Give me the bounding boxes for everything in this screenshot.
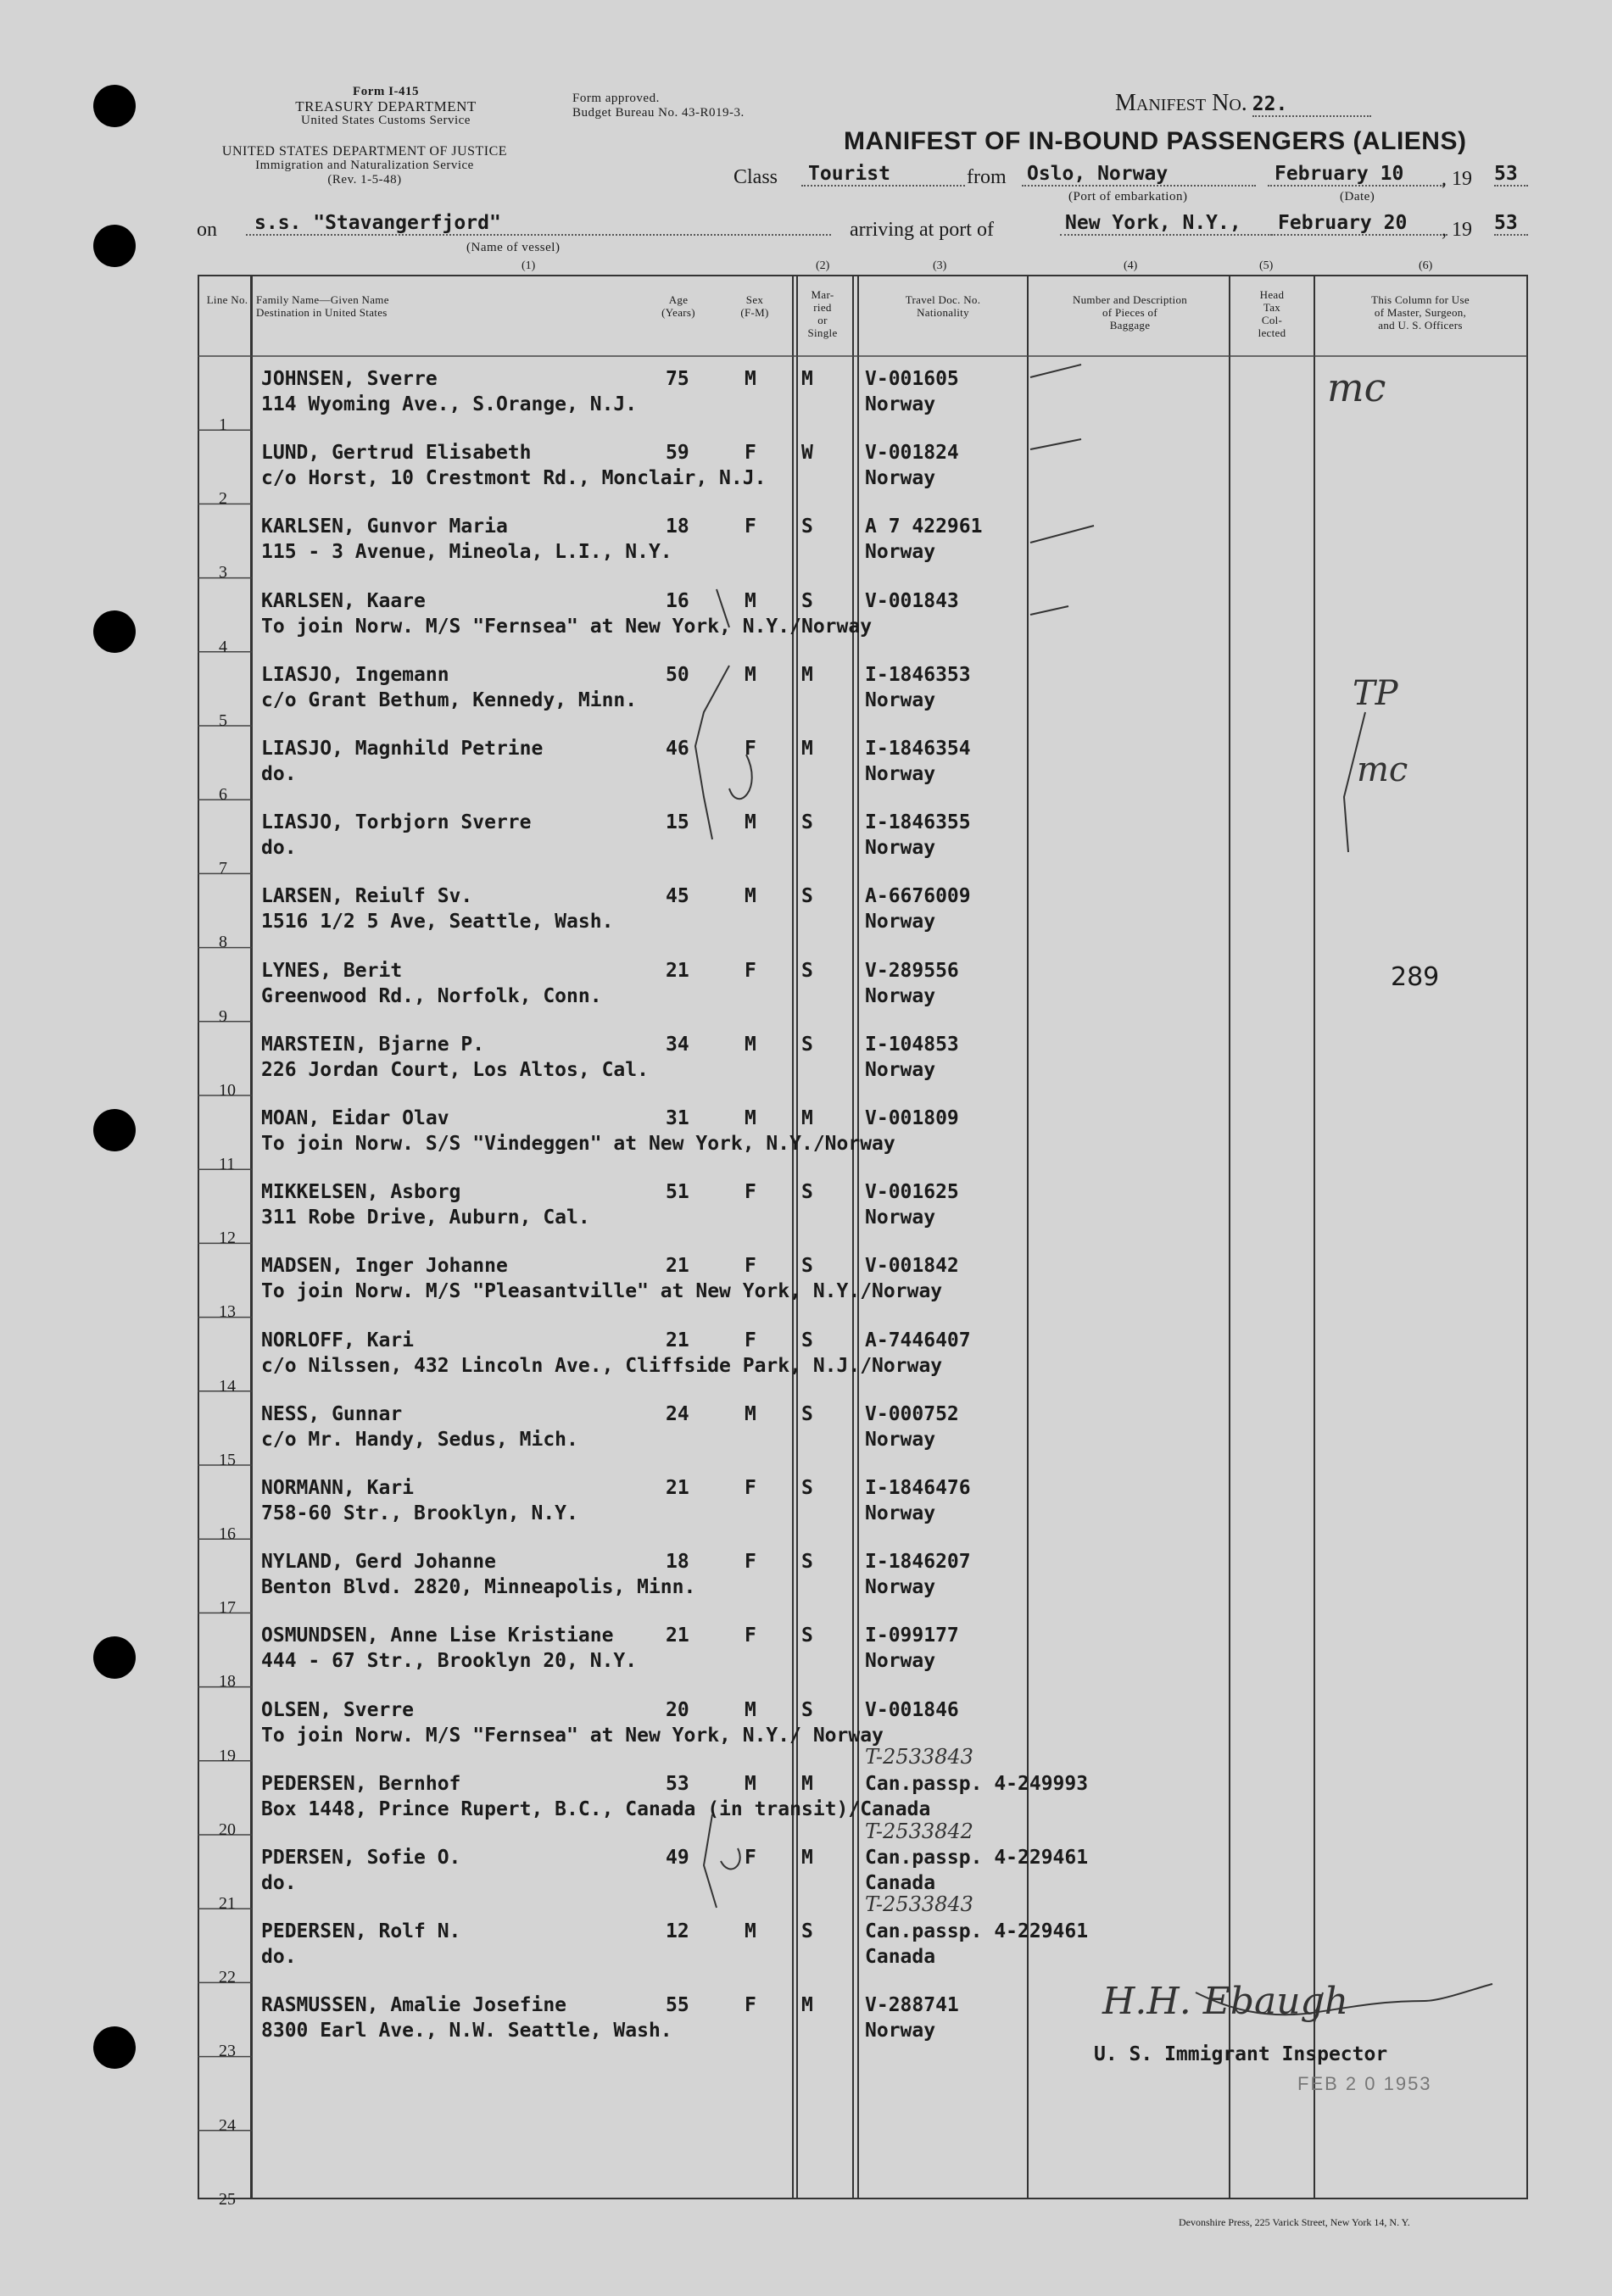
row-line-number: 21 bbox=[219, 1894, 236, 1913]
passenger-destination: c/o Horst, 10 Crestmont Rd., Monclair, N.J. bbox=[261, 467, 767, 490]
passenger-marital-status: M bbox=[801, 738, 813, 760]
passenger-age: 75 bbox=[666, 368, 689, 390]
col-number-2: (2) bbox=[816, 259, 830, 272]
passenger-destination: To join Norw. S/S "Vindeggen" at New York, N.Y./Norway bbox=[261, 1133, 895, 1155]
customs-service: United States Customs Service bbox=[301, 114, 471, 127]
passenger-age: 15 bbox=[666, 811, 689, 834]
passenger-marital-status: M bbox=[801, 368, 813, 390]
passenger-travel-doc: V-288741 bbox=[865, 1994, 959, 2017]
passenger-name: NORLOFF, Kari bbox=[261, 1329, 415, 1351]
manifest-no-label: Manifest No. bbox=[1115, 90, 1247, 116]
row-line-number: 10 bbox=[219, 1080, 236, 1100]
passenger-destination: Greenwood Rd., Norfolk, Conn. bbox=[261, 984, 602, 1007]
passenger-marital-status: S bbox=[801, 1551, 813, 1574]
row-line-number: 14 bbox=[219, 1376, 236, 1396]
col-header-married-text: Mar- ried or Single bbox=[807, 288, 838, 339]
passenger-marital-status: S bbox=[801, 1624, 813, 1647]
passenger-destination: do. bbox=[261, 1872, 297, 1894]
row-line-number: 17 bbox=[219, 1598, 236, 1618]
passenger-travel-doc: I-1846207 bbox=[865, 1551, 971, 1574]
inspector-label: U. S. Immigrant Inspector bbox=[1094, 2043, 1388, 2065]
passenger-travel-doc: V-000752 bbox=[865, 1402, 959, 1425]
row-line-number: 3 bbox=[219, 563, 227, 582]
row-line-number: 25 bbox=[219, 2189, 236, 2209]
col-header-officers-text: This Column for Use of Master, Surgeon, and U. S. Officers bbox=[1371, 293, 1470, 332]
passenger-marital-status: S bbox=[801, 1402, 813, 1425]
passenger-name: NESS, Gunnar bbox=[261, 1402, 403, 1425]
passenger-age: 53 bbox=[666, 1772, 689, 1795]
passenger-sex: F bbox=[745, 1255, 756, 1278]
budget-bureau: Budget Bureau No. 43-R019-3. bbox=[572, 106, 745, 120]
passenger-marital-status: S bbox=[801, 1033, 813, 1056]
passenger-age: 45 bbox=[666, 885, 689, 908]
arriving-label: arriving at port of bbox=[850, 219, 994, 241]
passenger-name: LIASJO, Ingemann bbox=[261, 663, 449, 686]
passenger-sex: M bbox=[745, 1107, 756, 1129]
col-header-head-tax-text: Head Tax Col- lected bbox=[1258, 288, 1286, 339]
passenger-nationality: Norway bbox=[865, 1058, 936, 1081]
passenger-name: PEDERSEN, Bernhof bbox=[261, 1772, 461, 1795]
col-header-sex-text: Sex (F-M) bbox=[740, 293, 769, 319]
passenger-sex: F bbox=[745, 1551, 756, 1574]
col-number-1: (1) bbox=[522, 259, 536, 272]
row-line-number: 22 bbox=[219, 1968, 236, 1987]
from-port: Oslo, Norway bbox=[1022, 163, 1256, 187]
passenger-travel-doc: A-7446407 bbox=[865, 1329, 971, 1351]
passenger-nationality: Norway bbox=[865, 541, 936, 564]
passenger-marital-status: M bbox=[801, 1772, 813, 1795]
col-header-age-text: Age (Years) bbox=[661, 293, 695, 319]
passenger-age: 55 bbox=[666, 1994, 689, 2017]
from-label: from bbox=[967, 166, 1007, 188]
row-line-number: 5 bbox=[219, 711, 227, 730]
port-caption: (Port of embarkation) bbox=[1068, 190, 1188, 203]
col-number-3: (3) bbox=[933, 259, 947, 272]
passenger-destination: 1516 1/2 5 Ave, Seattle, Wash. bbox=[261, 911, 614, 933]
arrival-port: New York, N.Y., bbox=[1060, 212, 1273, 236]
row-line-number: 23 bbox=[219, 2042, 236, 2061]
passenger-nationality: Norway bbox=[865, 1428, 936, 1451]
class-value: Tourist bbox=[801, 163, 965, 187]
passenger-sex: M bbox=[745, 1402, 756, 1425]
col-number-5: (5) bbox=[1259, 259, 1274, 272]
passenger-travel-doc: V-001846 bbox=[865, 1698, 959, 1721]
vessel-name: s.s. "Stavangerfjord" bbox=[246, 212, 831, 236]
row-line-number: 24 bbox=[219, 2115, 236, 2135]
inspector-signature: H.H. Ebaugh bbox=[1102, 1980, 1349, 2023]
passenger-destination: 311 Robe Drive, Auburn, Cal. bbox=[261, 1207, 590, 1229]
from-year-prefix: , 19 bbox=[1442, 168, 1472, 190]
arrival-year-prefix: , 19 bbox=[1442, 219, 1472, 241]
passenger-nationality: Norway bbox=[865, 837, 936, 860]
passenger-nationality: Norway bbox=[865, 467, 936, 490]
passenger-marital-status: S bbox=[801, 589, 813, 612]
passenger-travel-doc: A-6676009 bbox=[865, 885, 971, 908]
annotation-t-3: T-2533843 bbox=[865, 1892, 973, 1916]
passenger-marital-status: S bbox=[801, 1920, 813, 1943]
passenger-travel-doc: V-001625 bbox=[865, 1181, 959, 1204]
ins-service: Immigration and Naturalization Service bbox=[255, 159, 474, 172]
passenger-destination: c/o Grant Bethum, Kennedy, Minn. bbox=[261, 688, 638, 711]
passenger-travel-doc: I-1846355 bbox=[865, 811, 971, 834]
arrival-date-stamp: FEB 2 0 1953 bbox=[1297, 2073, 1432, 2094]
passenger-nationality: Norway bbox=[865, 984, 936, 1007]
on-label: on bbox=[197, 219, 217, 241]
passenger-name: RASMUSSEN, Amalie Josefine bbox=[261, 1994, 567, 2017]
passenger-destination: 8300 Earl Ave., N.W. Seattle, Wash. bbox=[261, 2020, 672, 2042]
passenger-nationality: Norway bbox=[865, 688, 936, 711]
row-line-number: 16 bbox=[219, 1524, 236, 1543]
passenger-travel-doc: V-001843 bbox=[865, 589, 959, 612]
passenger-destination: do. bbox=[261, 837, 297, 860]
passenger-nationality: Canada bbox=[865, 1946, 936, 1969]
passenger-marital-status: M bbox=[801, 1847, 813, 1869]
passenger-sex: F bbox=[745, 515, 756, 538]
passenger-nationality: Canada bbox=[865, 1872, 936, 1894]
row-line-number: 8 bbox=[219, 933, 227, 952]
passenger-destination: 114 Wyoming Ave., S.Orange, N.J. bbox=[261, 393, 638, 415]
passenger-destination: do. bbox=[261, 763, 297, 785]
passenger-age: 31 bbox=[666, 1107, 689, 1129]
printer-imprint: Devonshire Press, 225 Varick Street, New York 14, N. Y. bbox=[1179, 2216, 1410, 2228]
passenger-nationality: Norway bbox=[865, 1207, 936, 1229]
passenger-sex: M bbox=[745, 811, 756, 834]
passenger-marital-status: S bbox=[801, 959, 813, 982]
passenger-name: OLSEN, Sverre bbox=[261, 1698, 415, 1721]
date-caption: (Date) bbox=[1340, 190, 1375, 203]
passenger-travel-doc: V-001824 bbox=[865, 442, 959, 465]
passenger-sex: F bbox=[745, 1847, 756, 1869]
passenger-name: LYNES, Berit bbox=[261, 959, 403, 982]
passenger-sex: F bbox=[745, 1477, 756, 1499]
form-approved: Form approved. bbox=[572, 92, 660, 105]
passenger-age: 20 bbox=[666, 1698, 689, 1721]
passenger-sex: F bbox=[745, 1181, 756, 1204]
passenger-name: MOAN, Eidar Olav bbox=[261, 1107, 449, 1129]
col-header-travel-doc-text: Travel Doc. No. Nationality bbox=[905, 293, 981, 319]
annotation-289: 289 bbox=[1391, 962, 1440, 992]
passenger-marital-status: M bbox=[801, 663, 813, 686]
from-date: February 10 bbox=[1268, 163, 1444, 187]
passenger-name: MARSTEIN, Bjarne P. bbox=[261, 1033, 485, 1056]
annotation-t-2: T-2533842 bbox=[865, 1820, 973, 1843]
passenger-name: NYLAND, Gerd Johanne bbox=[261, 1551, 496, 1574]
passenger-destination: 115 - 3 Avenue, Mineola, L.I., N.Y. bbox=[261, 541, 672, 564]
passenger-travel-doc: I-099177 bbox=[865, 1624, 959, 1647]
row-line-number: 13 bbox=[219, 1302, 236, 1322]
row-line-number: 12 bbox=[219, 1229, 236, 1248]
passenger-age: 16 bbox=[666, 589, 689, 612]
row-line-number: 4 bbox=[219, 637, 227, 656]
passenger-nationality: Norway bbox=[865, 763, 936, 785]
col-header-baggage-text: Number and Description of Pieces of Baggage bbox=[1072, 293, 1188, 332]
passenger-name: KARLSEN, Kaare bbox=[261, 589, 426, 612]
passenger-age: 24 bbox=[666, 1402, 689, 1425]
passenger-age: 12 bbox=[666, 1920, 689, 1943]
passenger-sex: M bbox=[745, 1772, 756, 1795]
passenger-destination: c/o Mr. Handy, Sedus, Mich. bbox=[261, 1428, 578, 1451]
passenger-age: 21 bbox=[666, 1255, 689, 1278]
passenger-travel-doc: V-289556 bbox=[865, 959, 959, 982]
passenger-sex: M bbox=[745, 1698, 756, 1721]
col-number-4: (4) bbox=[1124, 259, 1138, 272]
passenger-name: LIASJO, Torbjorn Sverre bbox=[261, 811, 532, 834]
vessel-caption: (Name of vessel) bbox=[466, 241, 561, 254]
passenger-marital-status: S bbox=[801, 515, 813, 538]
justice-dept: UNITED STATES DEPARTMENT OF JUSTICE bbox=[221, 144, 508, 159]
passenger-sex: M bbox=[745, 368, 756, 390]
passenger-travel-doc: I-1846354 bbox=[865, 738, 971, 760]
form-number: Form I-415 bbox=[353, 85, 419, 98]
passenger-name: LIASJO, Magnhild Petrine bbox=[261, 738, 544, 760]
passenger-marital-status: S bbox=[801, 1329, 813, 1351]
passenger-destination: 444 - 67 Str., Brooklyn 20, N.Y. bbox=[261, 1650, 638, 1673]
row-line-number: 11 bbox=[219, 1155, 236, 1173]
passenger-destination: To join Norw. M/S "Fernsea" at New York, N.Y./ Norway bbox=[261, 1724, 884, 1747]
row-line-number: 15 bbox=[219, 1450, 236, 1469]
passenger-travel-doc: V-001809 bbox=[865, 1107, 959, 1129]
row-line-number: 18 bbox=[219, 1672, 236, 1691]
row-line-number: 2 bbox=[219, 489, 227, 509]
manifest-title: MANIFEST OF IN-BOUND PASSENGERS (ALIENS) bbox=[844, 127, 1467, 155]
class-label: Class bbox=[733, 166, 778, 188]
passenger-nationality: Norway bbox=[865, 911, 936, 933]
passenger-marital-status: S bbox=[801, 811, 813, 834]
passenger-nationality: Norway bbox=[865, 1576, 936, 1599]
row-line-number: 7 bbox=[219, 859, 227, 878]
passenger-marital-status: M bbox=[801, 1107, 813, 1129]
passenger-sex: F bbox=[745, 442, 756, 465]
passenger-name: MIKKELSEN, Asborg bbox=[261, 1181, 461, 1204]
passenger-nationality: Norway bbox=[865, 1502, 936, 1524]
arrival-year: 53 bbox=[1494, 212, 1528, 236]
passenger-name: LUND, Gertrud Elisabeth bbox=[261, 442, 532, 465]
passenger-sex: F bbox=[745, 1624, 756, 1647]
passenger-travel-doc: Can.passp. 4-249993 bbox=[865, 1772, 1089, 1795]
passenger-destination: To join Norw. M/S "Pleasantville" at New York, N.Y./Norway bbox=[261, 1280, 943, 1303]
passenger-destination: Benton Blvd. 2820, Minneapolis, Minn. bbox=[261, 1576, 696, 1599]
passenger-destination: c/o Nilssen, 432 Lincoln Ave., Cliffside Park, N.J./Norway bbox=[261, 1354, 943, 1377]
passenger-travel-doc: V-001605 bbox=[865, 368, 959, 390]
passenger-name: NORMANN, Kari bbox=[261, 1477, 415, 1499]
passenger-name: MADSEN, Inger Johanne bbox=[261, 1255, 508, 1278]
row-line-number: 20 bbox=[219, 1820, 236, 1839]
passenger-marital-status: S bbox=[801, 1698, 813, 1721]
passenger-sex: M bbox=[745, 589, 756, 612]
passenger-travel-doc: Can.passp. 4-229461 bbox=[865, 1920, 1089, 1943]
annotation-tp: TP bbox=[1353, 674, 1398, 713]
passenger-sex: F bbox=[745, 959, 756, 982]
passenger-travel-doc: Can.passp. 4-229461 bbox=[865, 1847, 1089, 1869]
passenger-name: PDERSEN, Sofie O. bbox=[261, 1847, 461, 1869]
passenger-sex: M bbox=[745, 885, 756, 908]
passenger-marital-status: S bbox=[801, 885, 813, 908]
passenger-name: LARSEN, Reiulf Sv. bbox=[261, 885, 473, 908]
passenger-age: 51 bbox=[666, 1181, 689, 1204]
passenger-age: 21 bbox=[666, 1477, 689, 1499]
passenger-destination: To join Norw. M/S "Fernsea" at New York, N.Y./Norway bbox=[261, 615, 873, 638]
passenger-destination: do. bbox=[261, 1946, 297, 1969]
col-header-line-text: Line No. bbox=[206, 293, 248, 306]
arrival-date: February 20 bbox=[1268, 212, 1447, 236]
passenger-age: 21 bbox=[666, 1624, 689, 1647]
passenger-marital-status: M bbox=[801, 1994, 813, 2017]
passenger-nationality: Norway bbox=[865, 1650, 936, 1673]
passenger-travel-doc: A 7 422961 bbox=[865, 515, 983, 538]
passenger-travel-doc: I-1846476 bbox=[865, 1477, 971, 1499]
treasury-dept: TREASURY DEPARTMENT bbox=[295, 98, 477, 114]
passenger-travel-doc: I-1846353 bbox=[865, 663, 971, 686]
row-line-number: 1 bbox=[219, 415, 227, 434]
passenger-name: PEDERSEN, Rolf N. bbox=[261, 1920, 461, 1943]
passenger-age: 59 bbox=[666, 442, 689, 465]
row-line-number: 6 bbox=[219, 785, 227, 804]
passenger-destination: 226 Jordan Court, Los Altos, Cal. bbox=[261, 1058, 649, 1081]
passenger-marital-status: S bbox=[801, 1477, 813, 1499]
passenger-travel-doc: V-001842 bbox=[865, 1255, 959, 1278]
col-number-6: (6) bbox=[1419, 259, 1433, 272]
passenger-age: 21 bbox=[666, 959, 689, 982]
passenger-destination: Box 1448, Prince Rupert, B.C., Canada (in transit)/Canada bbox=[261, 1797, 931, 1820]
manifest-no-value: 22. bbox=[1252, 93, 1371, 117]
row-line-number: 19 bbox=[219, 1746, 236, 1765]
revision: (Rev. 1-5-48) bbox=[327, 173, 402, 187]
passenger-sex: F bbox=[745, 1329, 756, 1351]
from-year: 53 bbox=[1494, 163, 1528, 187]
passenger-age: 18 bbox=[666, 1551, 689, 1574]
passenger-nationality: Norway bbox=[865, 2020, 936, 2042]
col-header-name-text: Family Name—Given Name Destination in United States bbox=[256, 293, 389, 319]
passenger-age: 50 bbox=[666, 663, 689, 686]
passenger-sex: M bbox=[745, 663, 756, 686]
passenger-sex: M bbox=[745, 1920, 756, 1943]
annotation-mc-1: mc bbox=[1327, 365, 1386, 410]
passenger-sex: M bbox=[745, 1033, 756, 1056]
passenger-sex: F bbox=[745, 1994, 756, 2017]
passenger-name: KARLSEN, Gunvor Maria bbox=[261, 515, 508, 538]
row-line-number: 9 bbox=[219, 1006, 227, 1026]
passenger-name: OSMUNDSEN, Anne Lise Kristiane bbox=[261, 1624, 614, 1647]
passenger-marital-status: W bbox=[801, 442, 813, 465]
passenger-marital-status: S bbox=[801, 1181, 813, 1204]
passenger-age: 46 bbox=[666, 738, 689, 760]
annotation-mc-2: mc bbox=[1357, 750, 1408, 789]
passenger-age: 49 bbox=[666, 1847, 689, 1869]
passenger-age: 34 bbox=[666, 1033, 689, 1056]
annotation-t-1: T-2533843 bbox=[865, 1745, 973, 1769]
passenger-marital-status: S bbox=[801, 1255, 813, 1278]
passenger-destination: 758-60 Str., Brooklyn, N.Y. bbox=[261, 1502, 578, 1524]
passenger-age: 21 bbox=[666, 1329, 689, 1351]
passenger-age: 18 bbox=[666, 515, 689, 538]
passenger-nationality: Norway bbox=[865, 393, 936, 415]
passenger-sex: F bbox=[745, 738, 756, 760]
passenger-name: JOHNSEN, Sverre bbox=[261, 368, 438, 390]
passenger-travel-doc: I-104853 bbox=[865, 1033, 959, 1056]
